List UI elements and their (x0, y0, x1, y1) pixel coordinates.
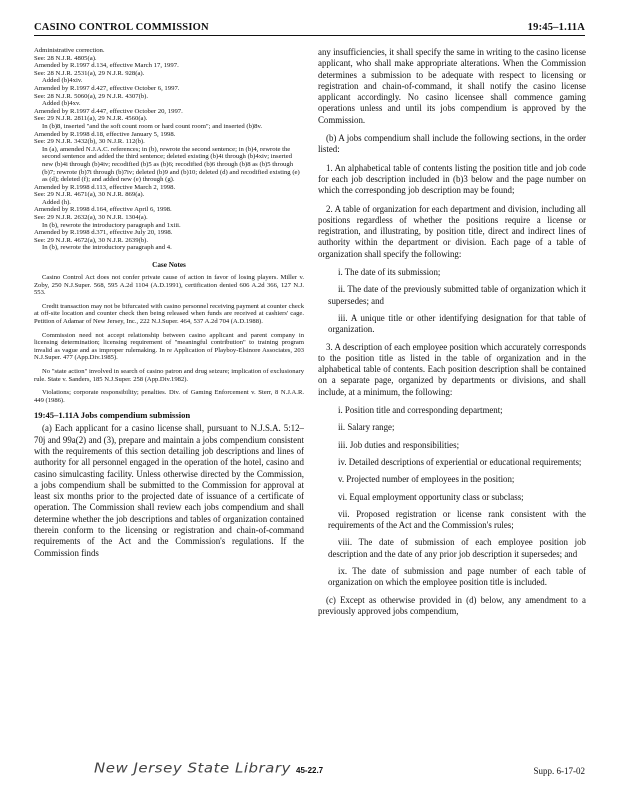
history-line: Amended by R.1998 d.18, effective January 5, 1998. (34, 130, 176, 138)
history-line: In (b), rewrote the introductory paragraph and 4. (42, 244, 172, 252)
paragraph-b3iv: iv. Detailed descriptions of experiential or educational requirements; (338, 456, 582, 467)
supplement-date: Supp. 6-17-02 (533, 766, 585, 776)
history-line: See: 28 N.J.R. 4805(a). (34, 54, 97, 62)
history-notes (34, 47, 304, 252)
history-line: Amended by R.1997 d.134, effective March 17, 1997. (34, 62, 179, 70)
paragraph-b3v: v. Projected number of employees in the position; (338, 474, 515, 485)
case-note: No "state action" involved in search of casino patron and drug seizure; implication of exclusionary rule. State v. Sanders, 185 N.J.Super. 258 (App.Div.1982). (34, 367, 304, 383)
case-note: Commission need not accept relationship between casino applicant and parent company in licensing determination; licensing requirement of "meaningful contribution" to training program invalid as vague and as improper rulemaking. In re Application of Playboy-Elsinore Associates, 203 N.J.Super. 477 (App.Div.1985). (34, 331, 304, 362)
paragraph-b1: 1. An alphabetical table of contents listing the position title and job code for each job description included in (b)3 below and the page number on which the corresponding job description may be found; (318, 162, 586, 196)
paragraph-b3ii: ii. Salary range; (338, 422, 395, 433)
library-watermark: New Jersey State Library (94, 759, 291, 777)
header-section-number: 19:45–1.11A (527, 22, 585, 33)
history-line: Amended by R.1998 d.113, effective March 2, 1998. (34, 183, 176, 191)
paragraph-b2: 2. A table of organization for each department and division, including all positions regardless of whether the positions require a license or registration, and illustrating, by position title, direct and indirect lines of authority within the department or division. Each page of a table of organization shall specify the following: (318, 203, 586, 259)
paragraph-b3ix: ix. The date of submission and page number of each table of organization on which the employee position title is included. (328, 565, 586, 588)
paragraph-a: (a) Each applicant for a casino license shall, pursuant to N.J.S.A. 5:12–70j and 99a(2) and (3), prepare and maintain a jobs compendium consistent with the requirements of this section detailing job descriptions and lines of authority for all personnel engaged in the operation of the hotel, casino and casino simulcasting facility. Unless otherwise directed by the Commission, a jobs compendium shall be submitted to the Commission for approval at least six months prior to the projected date of issuance of a certificate of operation. The Commission shall review each jobs compendium and shall determine whether the job descriptions and tables of organization contained therein conform to the licensing or registration and chain-of-command requirements of the Act and the Commission's regulations. If the Commission finds (34, 423, 304, 558)
history-line: Added (b)4xiv. (42, 77, 83, 85)
paragraph-b3viii: viii. The date of submission of each employee position job description and the date of any prior job description it supersedes; and (328, 537, 586, 559)
case-note: Casino Control Act does not confer private cause of action in favor of losing players. Miller v. Zoby, 250 N.J.Super. 568, 595 A.2d 1104 (A.D.1991), certification denied 606 A.2d 366, 127 N.J. 553. (34, 274, 304, 297)
history-line: Added (b)4xv. (42, 100, 81, 108)
history-line: See: 28 N.J.R. 5060(a), 29 N.J.R. 4307(b). (34, 92, 149, 100)
history-line: In (b), rewrote the introductory paragraph and 1xiii. (42, 221, 181, 229)
paragraph-b2i: i. The date of its submission; (338, 267, 441, 278)
case-notes-heading: Case Notes (152, 261, 186, 270)
section-title: 19:45–1.11A Jobs compendium submission (34, 410, 191, 421)
history-line: See: 29 N.J.R. 4671(a), 30 N.J.R. 869(a). (34, 191, 145, 199)
page-footer (34, 759, 585, 783)
right-column (318, 47, 586, 624)
paragraph-b3: 3. A description of each employee position which accurately corresponds to the position title as listed in the table of organization and in the alphabetical table of contents. Each position description shall be contained on a separate page, organized by departments or divisions, and shall include, at a minimum, the following: (318, 341, 586, 397)
history-line: Administrative correction. (34, 47, 105, 54)
paragraph-b2iii: iii. A unique title or other identifying designation for that table of organization. (328, 312, 586, 335)
history-line: Added (h). (42, 198, 71, 206)
case-notes (34, 274, 304, 404)
paragraph-b3iii: iii. Job duties and responsibilities; (338, 439, 460, 450)
header-title: CASINO CONTROL COMMISSION (34, 22, 209, 33)
paragraph-b3i: i. Position title and corresponding department; (338, 405, 503, 416)
paragraph-b2ii: ii. The date of the previously submitted table of organization which it supersedes; and (328, 284, 586, 306)
paragraph-c: (c) Except as otherwise provided in (d) below, any amendment to a previously approved jobs compendium, (318, 594, 586, 616)
history-line: See: 29 N.J.R. 4672(a), 30 N.J.R. 2639(b). (34, 236, 149, 244)
history-line: Amended by R.1998 d.371, effective July 20, 1998. (34, 229, 173, 237)
history-line: Amended by R.1998 d.164, effective April 6, 1998. (34, 206, 172, 214)
paragraph-b: (b) A jobs compendium shall include the following sections, in the order listed: (318, 133, 586, 155)
history-line: Amended by R.1997 d.447, effective October 20, 1997. (34, 107, 183, 115)
history-line: In (b)8, inserted "and the soft count room or hard count room"; and inserted (b)8v. (42, 122, 263, 130)
paragraph-a-continued: any insufficiencies, it shall specify the same in writing to the casino license applicant, who shall make appropriate alterations. When the Commission determines a submission to be adequate with respect to licensing or registration and chain-of-command, it shall notify the casino license applicant accordingly. No casino licensee shall commence gaming operations unless and until its jobs compendium is approved by the Commission. (318, 47, 586, 125)
history-line: See: 29 N.J.R. 3432(b), 30 N.J.R. 112(b). (34, 138, 145, 146)
case-note: Credit transaction may not be bifurcated with casino personnel receiving payment at counter check at off-site location and counter check then being released when funds are received at cashiers' cage. Petition of Adamar of New Jersey, Inc., 222 N.J.Super. 464, 537 A.2d 704 (A.D.1988). (34, 302, 304, 325)
left-column (34, 47, 304, 559)
case-note: Violations; corporate responsibility; penalties. Div. of Gaming Enforcement v. Sterr, 8 N.J.A.R. 449 (1986). (34, 389, 304, 404)
page-number: 45-22.7 (296, 766, 324, 775)
history-line: Amended by R.1997 d.427, effective October 6, 1997. (34, 84, 180, 92)
paragraph-b3vi: vi. Equal employment opportunity class or subclass; (338, 491, 524, 502)
history-line: See: 29 N.J.R. 2632(a), 30 N.J.R. 1304(a). (34, 214, 148, 222)
history-line: See: 29 N.J.R. 2811(a), 29 N.J.R. 4560(a). (34, 115, 148, 123)
paragraph-b3vii: vii. Proposed registration or license rank consistent with the requirements of the Act and the Commission's rules; (328, 508, 586, 531)
history-line: See: 28 N.J.R. 2531(a), 29 N.J.R. 928(a). (34, 69, 145, 77)
running-header (34, 22, 585, 36)
history-line: In (a), amended N.J.A.C. references; in (b), rewrote the second sentence; in (b)4, rewrote the second sentence and added the third sentence; deleted existing (b)4i through (b)4xiv; inserted new (b)4i through (b)4iv; recodified (b)5 as (b)6; recodified (b)6 through (b)8 as (b)5 through (b)7; rewrote (b)7i through (b)7iv; deleted (b)9 and (b)10; deleted (d) and recodified existing (e) as (d); deleted (f); and added new (e) through (g). (42, 145, 300, 184)
